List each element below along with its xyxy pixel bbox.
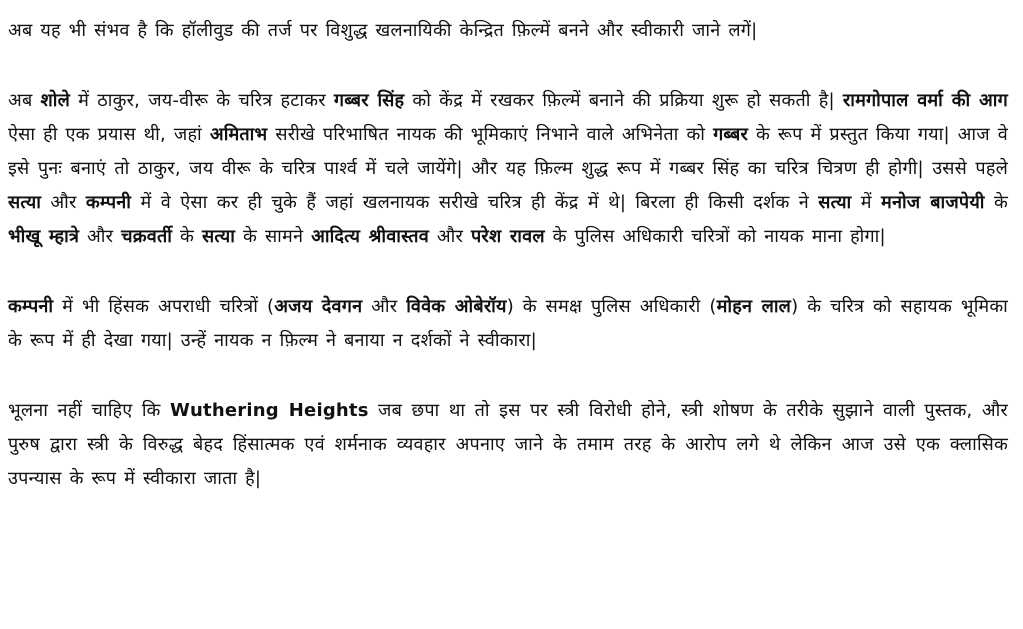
text-segment: के [172, 226, 202, 247]
bold-text-segment: कम्पनी [8, 296, 54, 317]
bold-text-segment: रामगोपाल वर्मा की आग [842, 90, 1008, 111]
text-segment: में [851, 192, 881, 213]
text-segment: ) के समक्ष पुलिस अधिकारी ( [506, 296, 717, 317]
bold-text-segment: सत्या [818, 192, 852, 213]
text-segment: को केंद्र में रखकर फ़िल्में बनाने की प्रक्रिया शुरू हो सकती है| [404, 90, 843, 111]
text-segment: के [984, 192, 1008, 213]
bold-text-segment: गब्बर सिंह [333, 90, 405, 111]
bold-text-segment: चक्रवर्ती [121, 226, 173, 247]
text-segment: के पुलिस अधिकारी चरित्रों को नायक माना होगा| [544, 226, 886, 247]
text-segment: अब [8, 90, 41, 111]
paragraph [8, 394, 1008, 496]
document-body [8, 14, 1008, 496]
bold-text-segment: कम्पनी [85, 192, 132, 213]
bold-text-segment: सत्या [8, 192, 42, 213]
bold-text-segment: गब्बर [713, 124, 749, 145]
text-segment: और [41, 192, 86, 213]
paragraph [8, 84, 1008, 254]
bold-text-segment: भीखू म्हात्रे [8, 226, 80, 247]
text-segment: अब यह भी संभव है कि हॉलीवुड की तर्ज पर विशुद्ध खलनायिकी केन्द्रित फ़िल्में बनने और स्वीकारी जाने लगें| [8, 20, 758, 41]
bold-text-segment: सत्या [202, 226, 236, 247]
text-segment: और [362, 296, 407, 317]
text-segment: और [79, 226, 122, 247]
bold-text-segment: शोले [40, 90, 71, 111]
text-segment: जब छपा था तो इस पर स्त्री विरोधी होने, स्त्री शोषण के तरीके सुझाने वाली पुस्तक, और पुरुष द्वारा स्त्री के विरुद्ध बेहद हिंसात्मक एवं शर्मनाक व्यवहार अपनाए जाने के तमाम तरह के आरोप लगे थे लेकिन आज उसे एक क्लासिक उपन्यास के रूप में स्वीकारा जाता है| [8, 400, 1008, 489]
bold-text-segment: मनोज बाजपेयी [880, 192, 985, 213]
paragraph [8, 14, 1008, 48]
bold-text-segment: परेश रावल [471, 226, 545, 247]
bold-text-segment: अजय देवगन [274, 296, 363, 317]
bold-text-segment: विवेक ओबेरॉय [406, 296, 507, 317]
text-segment: के सामने [235, 226, 312, 247]
bold-text-segment: मोहन लाल [716, 296, 792, 317]
text-segment: भूलना नहीं चाहिए कि [8, 400, 170, 421]
bold-text-segment: अमिताभ [209, 124, 268, 145]
text-segment: में भी हिंसक अपराधी चरित्रों ( [53, 296, 275, 317]
text-segment: ) के चरित्र को सहायक भूमिका के रूप में ही देखा गया| उन्हें नायक न फ़िल्म ने बनाया न दर्शकों ने स्वीकारा| [8, 296, 1009, 351]
text-segment: में ठाकुर, जय-वीरू के चरित्र हटाकर [70, 90, 334, 111]
text-segment: सरीखे परिभाषित नायक की भूमिकाएं निभाने वाले अभिनेता को [267, 124, 714, 145]
bold-text-segment: आदित्य श्रीवास्तव [311, 226, 429, 247]
text-segment: ऐसा ही एक प्रयास थी, जहां [8, 124, 210, 145]
text-segment: और [428, 226, 471, 247]
text-segment: में वे ऐसा कर ही चुके हैं जहां खलनायक सरीखे चरित्र ही केंद्र में थे| बिरला ही किसी दर्शक ने [131, 192, 819, 213]
text-segment: के रूप में प्रस्तुत किया गया| आज वे इसे पुनः बनाएं तो ठाकुर, जय वीरू के चरित्र पार्श्व में चले जायेंगे| और यह फ़िल्म शुद्ध रूप में गब्बर सिंह का चरित्र चित्रण ही होगी| उससे पहले [8, 124, 1008, 179]
paragraph [8, 290, 1008, 358]
bold-text-segment: Wuthering Heights [169, 400, 369, 421]
